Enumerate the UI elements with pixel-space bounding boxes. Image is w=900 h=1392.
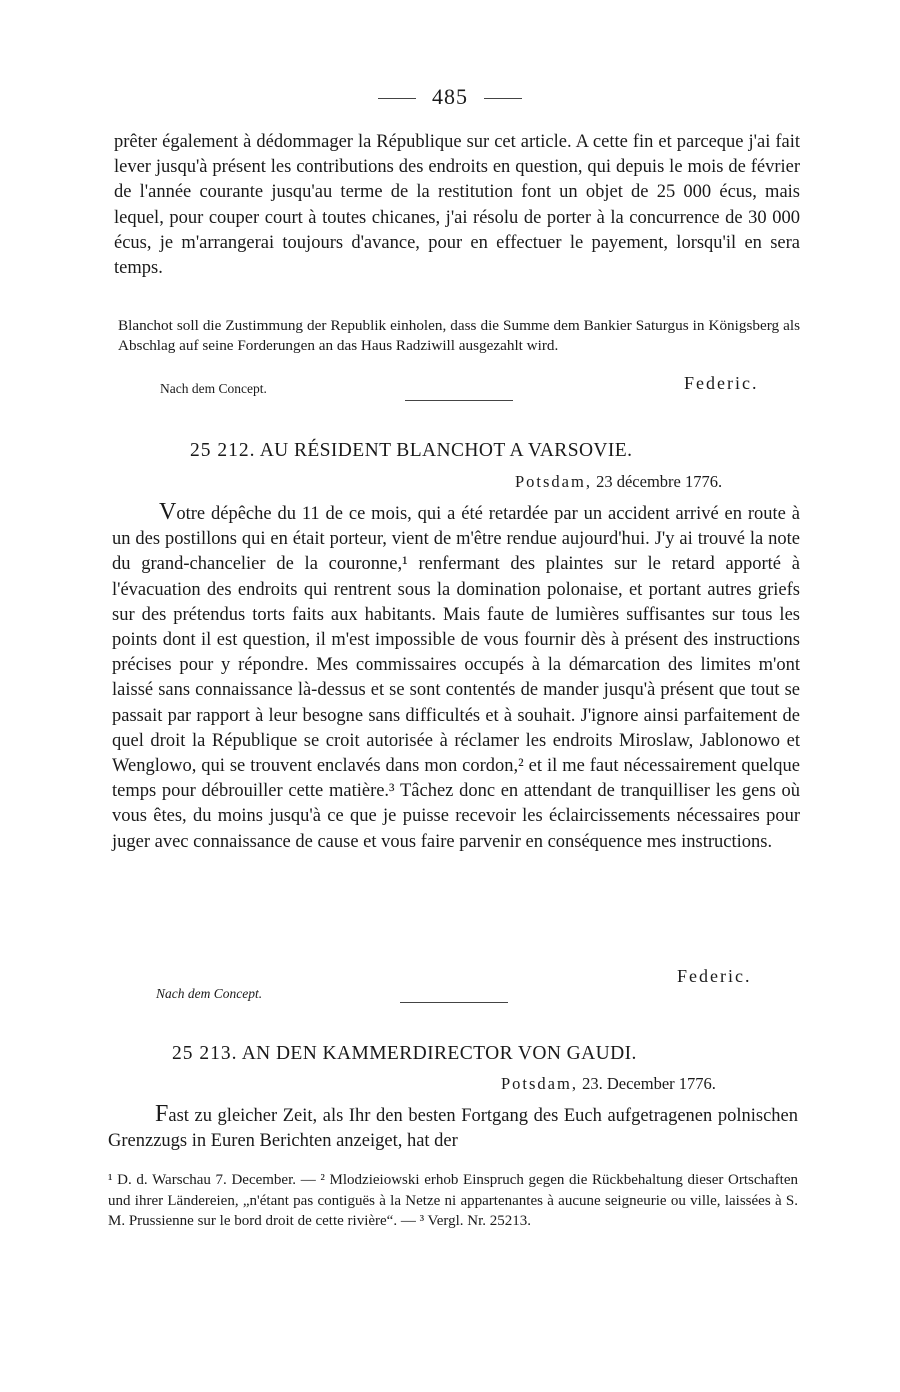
header-dash-left [378, 98, 416, 99]
letter-25213-initial: F [155, 1101, 169, 1127]
letter-25213-number: 25 213. [172, 1043, 238, 1064]
continuation-text: prêter également à dédommager la République sur cet article. A cette fin et parceque j'ai fait lever jusqu'à présent les contributions des endroits en question, qui depuis le mois de février de l'année courante jusqu'au terme de la restitution font un objet de 25 000 écus, mais lequel, pour couper court à toutes chicanes, j'ai résolu de porter à la concurrence de 30 000 écus, je m'arrangerai toujours d'avance, pour en effectuer le payement, lorsqu'il en sera temps. [114, 132, 800, 279]
page-number: 485 [432, 84, 468, 109]
letter-25213-body-block [108, 1102, 798, 1154]
continuation-summary: Blanchot soll die Zustimmung der Republik einholen, dass die Summe dem Bankier Saturgus in Königsberg als Abschlag auf seine Forderungen an das Haus Radziwill ausgezahlt wird. [118, 317, 800, 354]
letter-25213-heading [172, 1043, 637, 1065]
footnotes: ¹ D. d. Warschau 7. December. — ² Mlodzieiowski erhob Einspruch gegen die Rückbehaltung dieser Ortschaften und ihrer Ländereien, „n'étant pas contiguës à la Netze ni appartenantes à aucune seigneurie ou ville, laissées à S. M. Prussienne sur le bord droit de cette rivière“. — ³ Vergl. Nr. 25213. [108, 1172, 798, 1229]
letter-25212-place: Potsdam, [515, 472, 592, 491]
letter-25213-dateline [501, 1074, 716, 1094]
letter-25212-initial: V [159, 499, 177, 525]
page-header [0, 84, 900, 110]
letter-25212-body-block [112, 500, 800, 855]
letter-25213-date: 23. December 1776. [582, 1074, 716, 1093]
letter-25212-body [112, 500, 800, 855]
letter-25212-heading [190, 440, 632, 462]
separator-rule-1 [405, 400, 513, 401]
letter-25213-title: AN DEN KAMMERDIRECTOR VON GAUDI. [241, 1043, 637, 1064]
continuation-signature: Federic. [684, 373, 759, 393]
letter-25212-title: AU RÉSIDENT BLANCHOT A VARSOVIE. [259, 440, 633, 461]
letter-25212-date: 23 décembre 1776. [596, 472, 723, 491]
continuation-section [114, 130, 800, 281]
header-dash-right [484, 98, 522, 99]
letter-25212-dateline [515, 472, 722, 492]
letter-25213-body [108, 1102, 798, 1154]
letter-25212-number: 25 212. [190, 440, 256, 461]
continuation-summary-block [118, 316, 800, 355]
separator-rule-2 [400, 1002, 508, 1003]
continuation-source: Nach dem Concept. [160, 381, 267, 396]
letter-25212-body-text: otre dépêche du 11 de ce mois, qui a été retardée par un accident arrivé en route à un des postillons qui en était porteur, vient de m'être rendue aujourd'hui. J'y ai trouvé la note du grand-chancelier de la couronne,¹ renfermant des plaintes sur le retard apporté à l'évacuation des endroits qui rentrent sous la domination polonaise, et portant autres griefs sur des prétendus torts faits aux habitants. Mais faute de lumières suffisantes sur tous les points dont il est question, il m'est impossible de vous fournir dès à présent des instructions précises pour y répondre. Mes commissaires occupés à la démarcation des limites m'ont laissé sans connaissance là-dessus et se sont contentés de mander jusqu'à présent que tout se passait par rapport à leur besogne sans difficultés et à souhait. J'ignore ainsi parfaitement de quel droit la République se croit autorisée à réclamer les endroits Miroslaw, Jablonowo et Wenglowo, qui se trouvent enclavés dans mon cordon,² et il me faut nécessairement quelque temps pour débrouiller cette matière.³ Tâchez donc en attendant de tranquilliser les gens où vous êtes, du moins jusqu'à ce que je puisse recevoir les éclaircissements nécessaires pour juger avec connaissance de cause et vous faire parvenir en conséquence mes instructions. [112, 504, 800, 852]
letter-25213-place: Potsdam, [501, 1074, 578, 1093]
letter-25212-signature: Federic. [677, 966, 752, 986]
letter-25212-source: Nach dem Concept. [156, 986, 263, 1001]
letter-25213-body-text: ast zu gleicher Zeit, als Ihr den besten Fortgang des Euch aufgetragenen polnischen Grenzzugs in Euren Berichten anzeiget, hat der [108, 1106, 798, 1152]
